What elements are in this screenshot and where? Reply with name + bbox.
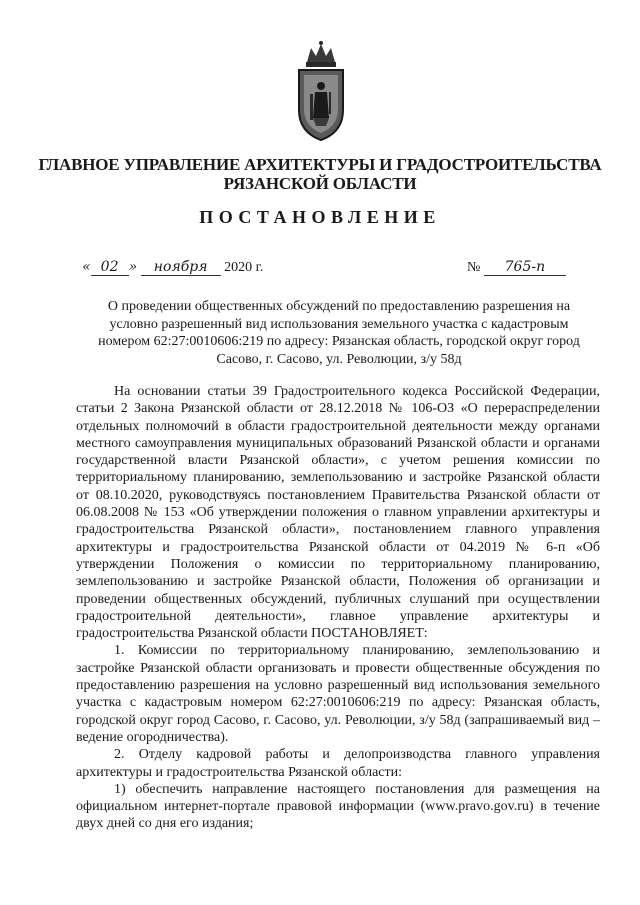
- date-month: ноября: [141, 259, 221, 276]
- date-day: 02: [91, 259, 129, 276]
- document-type-heading: ПОСТАНОВЛЕНИЕ: [199, 207, 441, 227]
- document-number: [467, 259, 566, 276]
- document-date: « 02 » ноября 2020 г.: [82, 259, 264, 275]
- organization-name-line2: РЯЗАНСКОЙ ОБЛАСТИ: [223, 174, 417, 193]
- document-title: О проведении общественных обсуждений по предоставлению разрешения на условно разрешенный вид использования земельного участка с кадастровым номером 62:27:0010606:219 по адресу: Рязанская область, городской округ город Сасово, г. Сасово, ул. Революции, з/у 58д: [98, 299, 580, 367]
- document-body: [76, 383, 600, 833]
- number-value: 765-п: [484, 259, 566, 276]
- organization-name-line1: ГЛАВНОЕ УПРАВЛЕНИЕ АРХИТЕКТУРЫ И ГРАДОСТРОИТЕЛЬСТВА: [38, 155, 602, 174]
- clause-2-1-paragraph: 1) обеспечить направление настоящего постановления для размещения на официальном интернет-портале правовой информации (www.pravo.gov.ru) в течение двух дней со дня его издания;: [76, 781, 600, 832]
- coat-of-arms-emblem: [293, 40, 349, 144]
- date-year: 2020 г.: [224, 260, 264, 275]
- preamble-paragraph: На основании статьи 39 Градостроительного кодекса Российской Федерации, статьи 2 Закона Рязанской области от 28.12.2018 № 106-ОЗ «О перераспределении отдельных полномочий в области градостроительной деятельности между органами местного самоуправления муниципальных образований Рязанской области и органами государственной власти Рязанской области», с учетом решения комиссии по территориальному планированию, землепользованию и застройке Рязанской области от 08.10.2020, руководствуясь постановлением Правительства Рязанской области от 06.08.2008 № 153 «Об утверждении положения о главном управлении архитектуры и градостроительства Рязанской области», постановлением главного управления архитектуры и градостроительства Рязанской области от 04.2019 № 6-п «Об утверждении Положения о комиссии по территориальному планированию, землепользованию и застройке Рязанской области, Положения об организации и проведении общественных обсуждений, публичных слушаний при осуществлении градостроительной деятельности», главное управление архитектуры и градостроительства Рязанской области ПОСТАНОВЛЯЕТ:: [76, 384, 600, 642]
- number-label: №: [467, 260, 481, 275]
- clause-1-paragraph: 1. Комиссии по территориальному планированию, землепользованию и застройке Рязанской области организовать и провести общественные обсуждения по предоставлению разрешения на условно разрешенный вид использования земельного участка с кадастровым номером 62:27:0010606:219 по адресу: Рязанская область, городской округ город Сасово, г. Сасово, ул. Революции, з/у 58д (запрашиваемый вид – ведение огородничества).: [76, 643, 600, 745]
- clause-2-paragraph: 2. Отделу кадровой работы и делопроизводства главного управления архитектуры и градостроительства Рязанской области:: [76, 747, 600, 780]
